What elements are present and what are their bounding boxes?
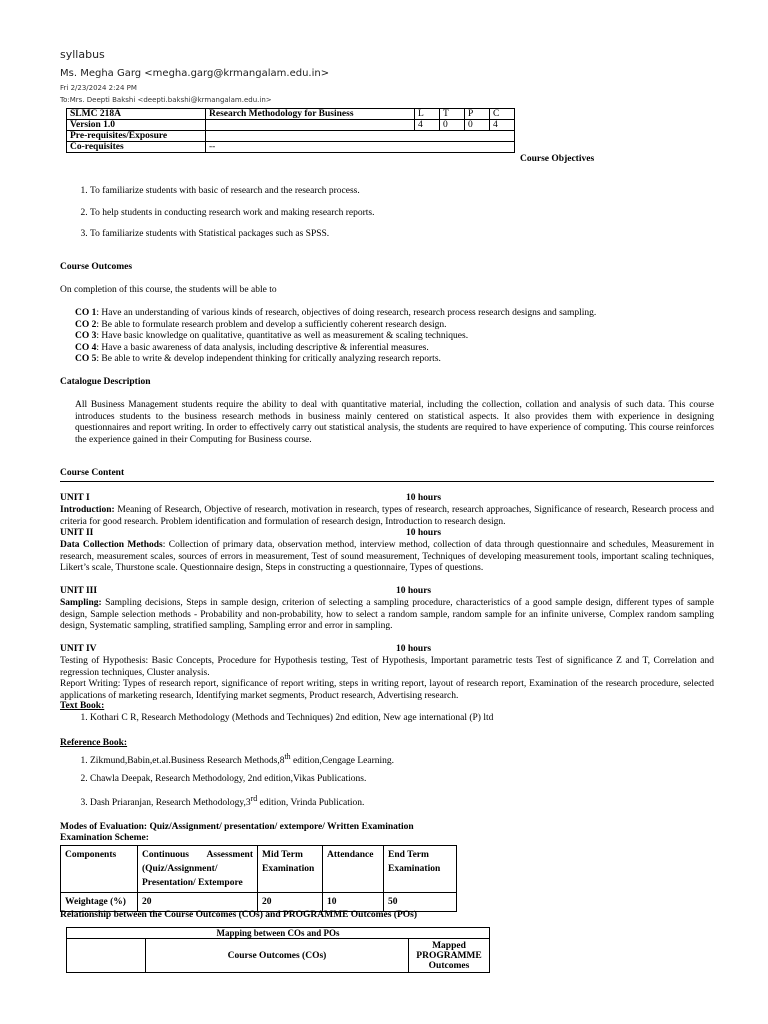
unit4-text1: Testing of Hypothesis: Basic Concepts, Procedure for Hypothesis testing, Test of Hypothesis, Important parametric tests Test of significance Z and T, Correlation and regression techniques, Cluster analysis. (60, 656, 714, 678)
midterm-value: 20 (258, 893, 323, 912)
list-item: CO 5: Be able to write & develop independent thinking for critically analyzing research reports. (75, 354, 441, 364)
c-header: C (490, 109, 515, 120)
list-item: CO 1: Have an understanding of various kinds of research, objectives of doing research, research process research designs and sampling. (75, 308, 597, 318)
list-item: 1. To familiarize students with basic of research and the research process. (90, 186, 720, 198)
p-header: P (465, 109, 490, 120)
reference-heading: Reference Book: (60, 738, 128, 748)
unit2-hours: 10 hours (406, 528, 442, 538)
email-sender[interactable]: Ms. Megha Garg <megha.garg@krmangalam.edu.in> (60, 68, 330, 79)
table-row (61, 893, 457, 912)
coreq-value: -- (206, 142, 515, 153)
table-row (67, 120, 515, 131)
midterm-header: Mid Term Examination (258, 846, 323, 893)
list-item: 3. Dash Priaranjan, Research Methodology,3rd edition, Vrinda Publication. (90, 793, 720, 810)
outcomes-list (75, 308, 725, 366)
ca-header: Continuous Assessment (Quiz/Assignment/ Presentation/ Extempore (138, 846, 258, 893)
evaluation-modes: Modes of Evaluation: Quiz/Assignment/ presentation/ extempore/ Written Examination (60, 822, 414, 832)
c-value: 4 (490, 120, 515, 131)
endterm-value: 50 (384, 893, 457, 912)
table-row (67, 939, 490, 973)
mapping-table (66, 927, 490, 973)
list-item: 2. To help students in conducting research work and making research reports. (90, 208, 720, 220)
attendance-header: Attendance (323, 846, 384, 893)
table-row (67, 109, 515, 120)
list-item: CO 3: Have basic knowledge on qualitative, quantitative as well as measurement & scaling techniques. (75, 331, 469, 341)
l-value: 4 (415, 120, 440, 131)
objectives-list (60, 186, 720, 251)
catalogue-heading: Catalogue Description (60, 377, 151, 387)
unit3-hours: 10 hours (396, 586, 432, 596)
textbook-list (60, 713, 720, 735)
course-info-table (66, 108, 515, 153)
t-value: 0 (440, 120, 465, 131)
p-value: 0 (465, 120, 490, 131)
course-title: Research Methodology for Business (206, 109, 415, 120)
list-item: CO 2: Be able to formulate research problem and develop a sufficiently coherent research design. (75, 319, 447, 330)
reference-list (60, 751, 720, 820)
t-header: T (440, 109, 465, 120)
weightage-label: Weightage (%) (61, 893, 138, 912)
table-row (67, 928, 490, 939)
version-label: Version 1.0 (67, 120, 206, 131)
unit3-title: UNIT III (60, 586, 98, 596)
unit4-text2: Report Writing: Types of research report, significance of report writing, steps in writing report, layout of research report, Examination of the research procedure, selected applications of marketing research, Identifying market segments, Product research, Advertising research. (60, 679, 714, 701)
list-item: CO 4: Have a basic awareness of data analysis, including descriptive & inferential measures. (75, 342, 429, 353)
content-heading: Course Content (60, 468, 125, 478)
table-row (61, 846, 457, 893)
email-subject: syllabus (60, 48, 105, 61)
table-row (67, 131, 515, 142)
attendance-value: 10 (323, 893, 384, 912)
table-row (67, 142, 515, 153)
list-item: 1. Zikmund,Babin,et.al.Business Research Methods,8th edition,Cengage Learning. (90, 751, 720, 768)
mapping-heading: Relationship between the Course Outcomes (COs) and PROGRAMME Outcomes (POs) (60, 910, 418, 920)
list-item: 1. Kothari C R, Research Methodology (Methods and Techniques) 2nd edition, New age international (P) ltd (90, 713, 720, 725)
components-header: Components (61, 846, 138, 893)
objectives-heading: Course Objectives (520, 154, 595, 164)
endterm-header: End Term Examination (384, 846, 457, 893)
unit3-text: Sampling: Sampling decisions, Steps in sample design, criterion of selecting a sampling procedure, characteristics of a good sample design, different types of sample design, Sample selection methods - Probability and non-probability, how to select a random sample, random sample for an infinite universe, Complex random sampling design, Systematic sampling, stratified sampling, Sampling error and error in sampling. (60, 598, 714, 631)
unit4-hours: 10 hours (396, 644, 432, 654)
unit2-text: Data Collection Methods: Collection of primary data, observation method, interview method, collection of data through questionnaire and schedules, Measurement in research, measurement scales, sources of errors in measurement, Test of sound measurement, Techniques of developing measurement tools, important scaling techniques, Likert’s scale, Thurstone scale. Questionnaire design, Steps in constructing a questionnaire, Types of questions. (60, 540, 715, 573)
mapped-pos-header: Mapped PROGRAMME Outcomes (409, 939, 490, 973)
divider (60, 481, 714, 482)
outcomes-intro: On completion of this course, the students will be able to (60, 285, 277, 295)
coreq-label: Co-requisites (67, 142, 206, 153)
list-item: 2. Chawla Deepak, Research Methodology, 2nd edition,Vikas Publications. (90, 774, 720, 786)
unit1-hours: 10 hours (406, 493, 442, 503)
examination-table (60, 845, 457, 912)
unit1-text: Introduction: Meaning of Research, Objective of research, motivation in research, types of research, research approaches, Significance of research, Research process and criteria for good research. Problem identification and formulation of research design, Introduction to research design. (60, 505, 714, 527)
email-recipient[interactable]: To:Mrs. Deepti Bakshi <deepti.bakshi@krmangalam.edu.in> (60, 96, 272, 104)
catalogue-text: All Business Management students require the ability to deal with quantitative material, including the collection, collation and analysis of such data. This course introduces students to the business research methods in business mainly centered on statistical aspects. It also provides them with experience in designing questionnaires and report writing. In order to effectively carry out statistical analysis, the students are required to have experience of computing. This course reinforces the experience gained in their Computing for Business course. (75, 400, 714, 445)
examination-scheme: Examination Scheme: (60, 833, 149, 843)
course-code: SLMC 218A (67, 109, 206, 120)
prereq-label: Pre-requisites/Exposure (67, 131, 206, 142)
l-header: L (415, 109, 440, 120)
unit2-title: UNIT II (60, 528, 94, 538)
mapping-table-title: Mapping between COs and POs (67, 928, 490, 939)
outcomes-heading: Course Outcomes (60, 262, 133, 272)
unit1-title: UNIT I (60, 493, 90, 503)
ca-value: 20 (138, 893, 258, 912)
cos-header: Course Outcomes (COs) (146, 939, 409, 973)
email-date: Fri 2/23/2024 2:24 PM (60, 84, 137, 92)
unit4-title: UNIT IV (60, 644, 97, 654)
textbook-heading: Text Book: (60, 701, 105, 711)
list-item: 3. To familiarize students with Statistical packages such as SPSS. (90, 229, 720, 241)
